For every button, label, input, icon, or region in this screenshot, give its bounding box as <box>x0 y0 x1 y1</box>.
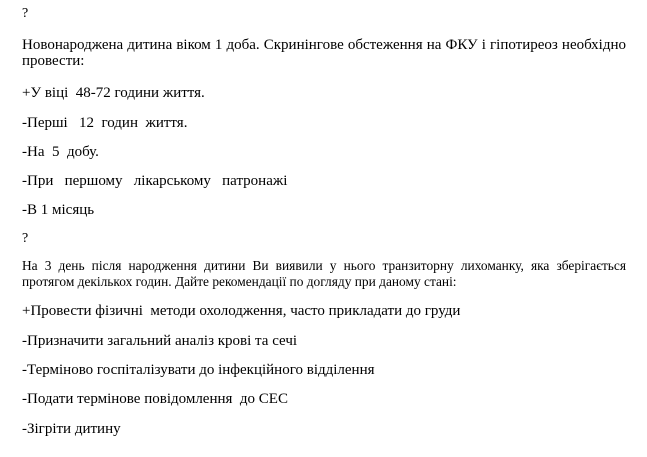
answer-option-correct: +Провести фізичні методи охолодження, часто прикладати до груди <box>22 303 461 319</box>
answer-option: -Подати термінове повідомлення до СЕС <box>22 391 288 407</box>
question-marker: ? <box>22 6 29 21</box>
answer-option: -Зігріти дитину <box>22 421 121 437</box>
answer-option-correct: +У віці 48-72 години життя. <box>22 85 205 101</box>
answer-option: -Перші 12 годин життя. <box>22 115 188 131</box>
question-text: Новонароджена дитина віком 1 доба. Скринінгове обстеження на ФКУ і гіпотиреоз необхідно провести: <box>22 37 626 69</box>
answer-option: -Терміново госпіталізувати до інфекційного відділення <box>22 362 375 378</box>
answer-option: -На 5 добу. <box>22 144 99 160</box>
answer-option: -В 1 місяць <box>22 202 95 218</box>
question-text: На 3 день після народження дитини Ви виявили у нього транзиторну лихоманку, яка зберігається протягом декількох годин. Дайте рекомендації по догляду при даному стані: <box>22 258 626 289</box>
answer-option: -При першому лікарському патронажі <box>22 173 288 189</box>
question-marker: ? <box>22 231 29 246</box>
answer-option: -Призначити загальний аналіз крові та сечі <box>22 333 298 349</box>
